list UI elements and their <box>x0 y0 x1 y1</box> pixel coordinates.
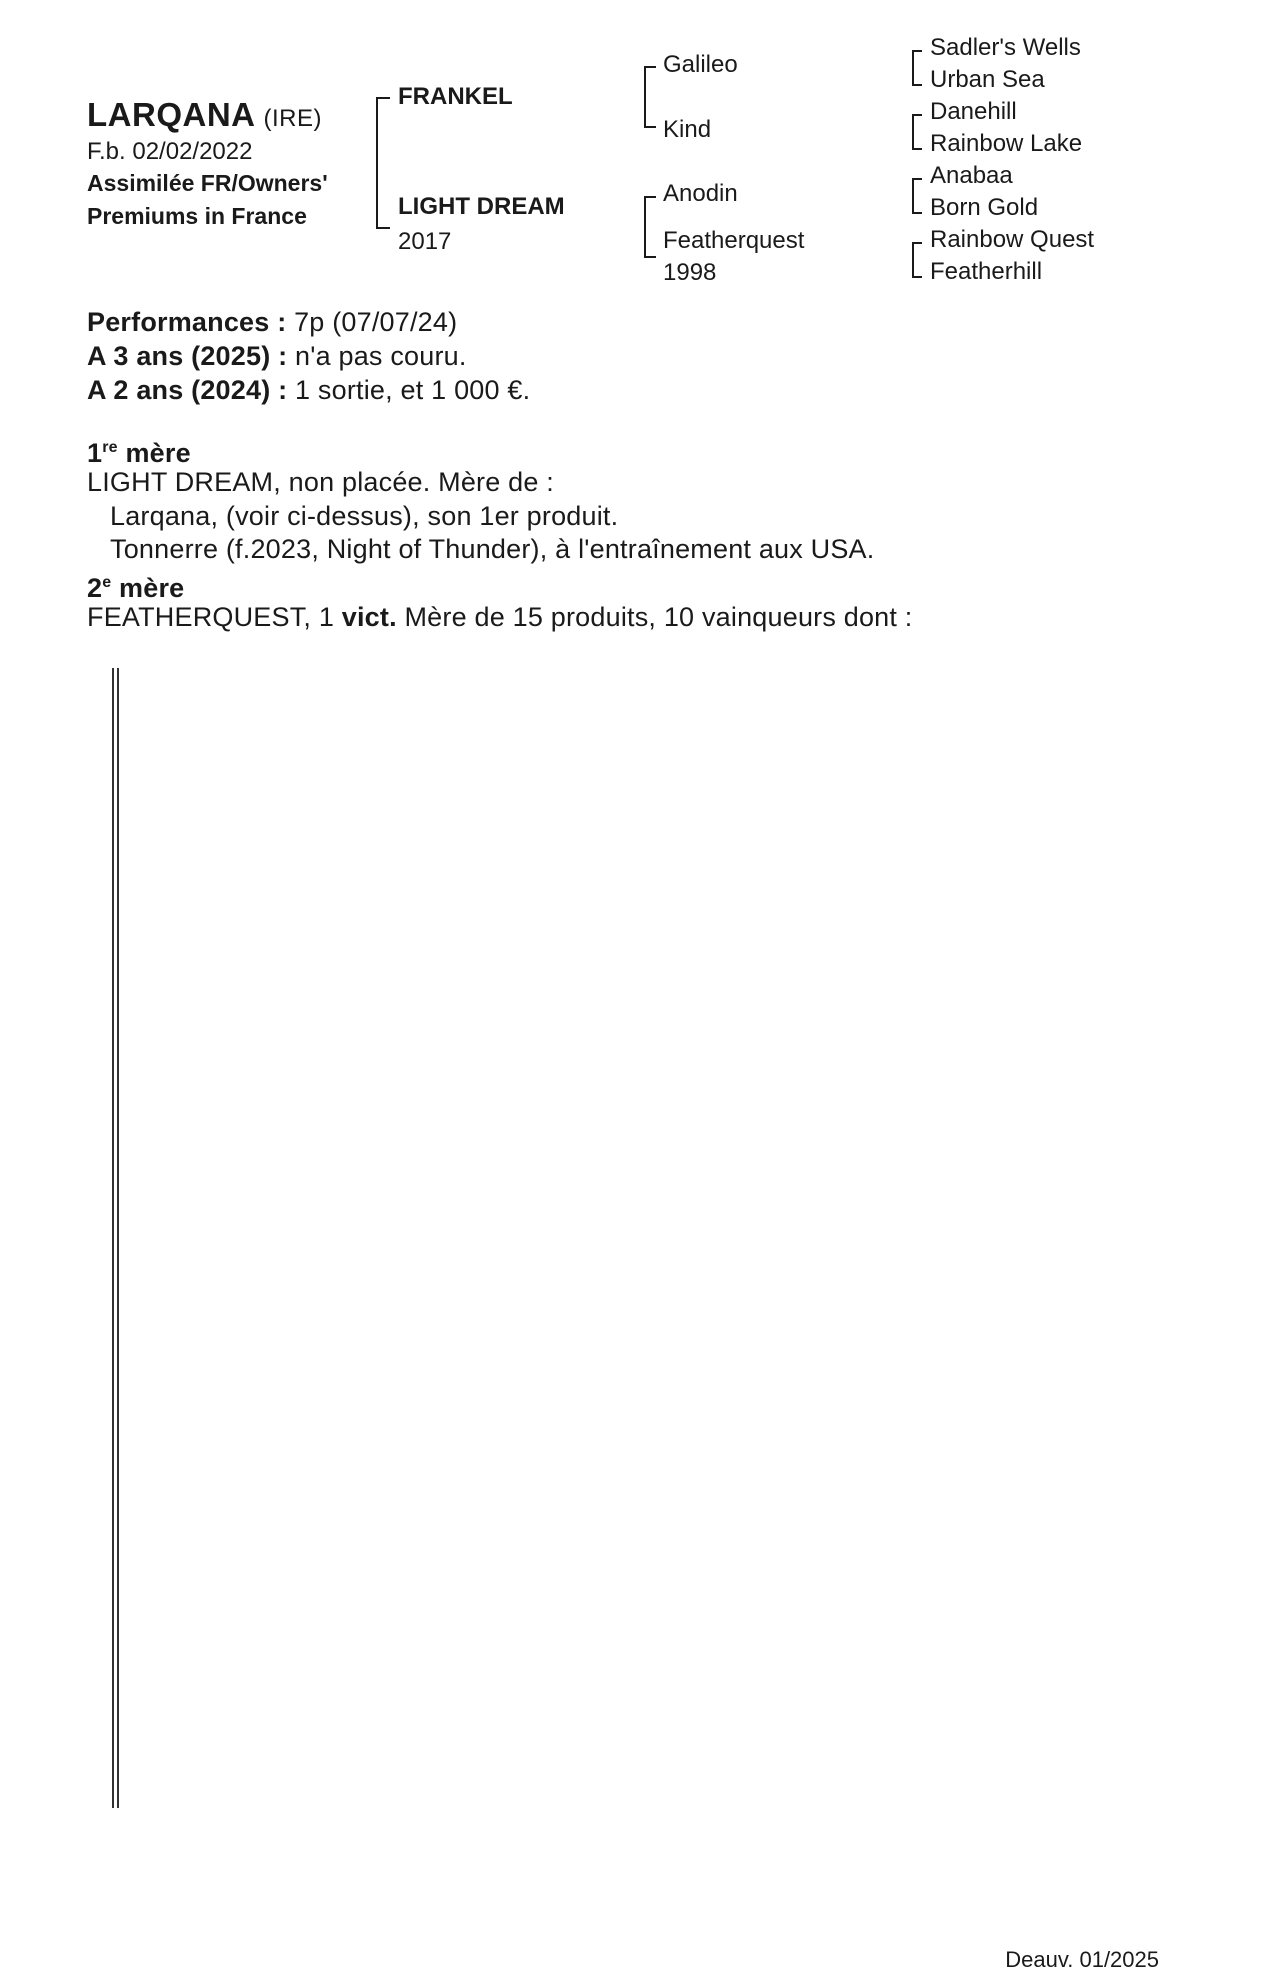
horse-name <box>87 96 322 134</box>
first-dam-heading-sup: re <box>102 439 118 456</box>
footer-source: Deauv. 01/2025 <box>1005 1947 1159 1972</box>
second-dam-heading-word: mère <box>111 573 185 603</box>
ggp-7: Rainbow Quest <box>930 226 1095 253</box>
grandparent-1: Galileo <box>663 51 738 78</box>
first-dam-intro: LIGHT DREAM, non placée. Mère de : <box>87 467 554 497</box>
second-dam-heading <box>87 567 184 604</box>
first-dam-produce-2: Tonnerre (f.2023, Night of Thunder), à l'entraînement aux USA. <box>110 534 875 564</box>
sire-name: FRANKEL <box>398 83 513 110</box>
ggp-4: Rainbow Lake <box>930 130 1083 157</box>
pedigree-bracket-ggp3 <box>912 178 922 214</box>
age3-line <box>87 340 467 372</box>
second-dam-heading-sup: e <box>102 574 112 591</box>
pedigree-bracket-sire <box>644 66 656 128</box>
pedigree-bracket-ggp2 <box>912 114 922 150</box>
second-dam-intro <box>87 601 913 633</box>
horse-info: F.b. 02/02/2022 <box>87 138 253 165</box>
age2-label: A 2 ans (2024) : <box>87 375 288 405</box>
second-dam-intro-b: Mère de 15 produits, 10 vainqueurs dont : <box>396 602 913 632</box>
ggp-3: Danehill <box>930 98 1017 125</box>
pedigree-bracket-ggp4 <box>912 242 922 278</box>
second-dam-heading-num: 2 <box>87 573 103 603</box>
second-dam-intro-vict: vict. <box>341 602 397 632</box>
second-dam-intro-a: FEATHERQUEST, 1 <box>87 602 342 632</box>
first-dam-heading-word: mère <box>117 438 191 468</box>
status-line-1: Assimilée FR/Owners' <box>87 170 328 196</box>
first-dam-heading <box>87 432 191 469</box>
ggp-8: Featherhill <box>930 258 1043 285</box>
pedigree-bracket-dam <box>644 196 656 258</box>
dam-year: 2017 <box>398 228 452 255</box>
age2-value: 1 sortie, et 1 000 €. <box>287 375 531 405</box>
age3-label: A 3 ans (2025) : <box>87 341 288 371</box>
status-line-2: Premiums in France <box>87 203 307 229</box>
ggp-1: Sadler's Wells <box>930 34 1081 61</box>
pedigree-bracket-sire-dam <box>376 97 390 229</box>
performances-value: 7p (07/07/24) <box>286 307 458 337</box>
pedigree-bracket-ggp1 <box>912 50 922 86</box>
ggp-6: Born Gold <box>930 194 1039 221</box>
grandparent-2: Kind <box>663 116 712 143</box>
family-bar-outer <box>112 668 119 1808</box>
grandparent-4: Featherquest <box>663 227 805 254</box>
first-dam-heading-num: 1 <box>87 438 103 468</box>
performances-label: Performances : <box>87 307 287 337</box>
performances-line <box>87 306 457 338</box>
age2-line <box>87 374 530 406</box>
grandparent-4-year: 1998 <box>663 259 717 286</box>
grandparent-3: Anodin <box>663 180 738 207</box>
ggp-2: Urban Sea <box>930 66 1045 93</box>
ggp-5: Anabaa <box>930 162 1013 189</box>
first-dam-produce-1: Larqana, (voir ci-dessus), son 1er produit. <box>110 501 619 531</box>
dam-name: LIGHT DREAM <box>398 193 565 220</box>
horse-name-text: LARQANA <box>87 96 256 133</box>
horse-country: (IRE) <box>263 105 322 132</box>
age3-value: n'a pas couru. <box>287 341 467 371</box>
